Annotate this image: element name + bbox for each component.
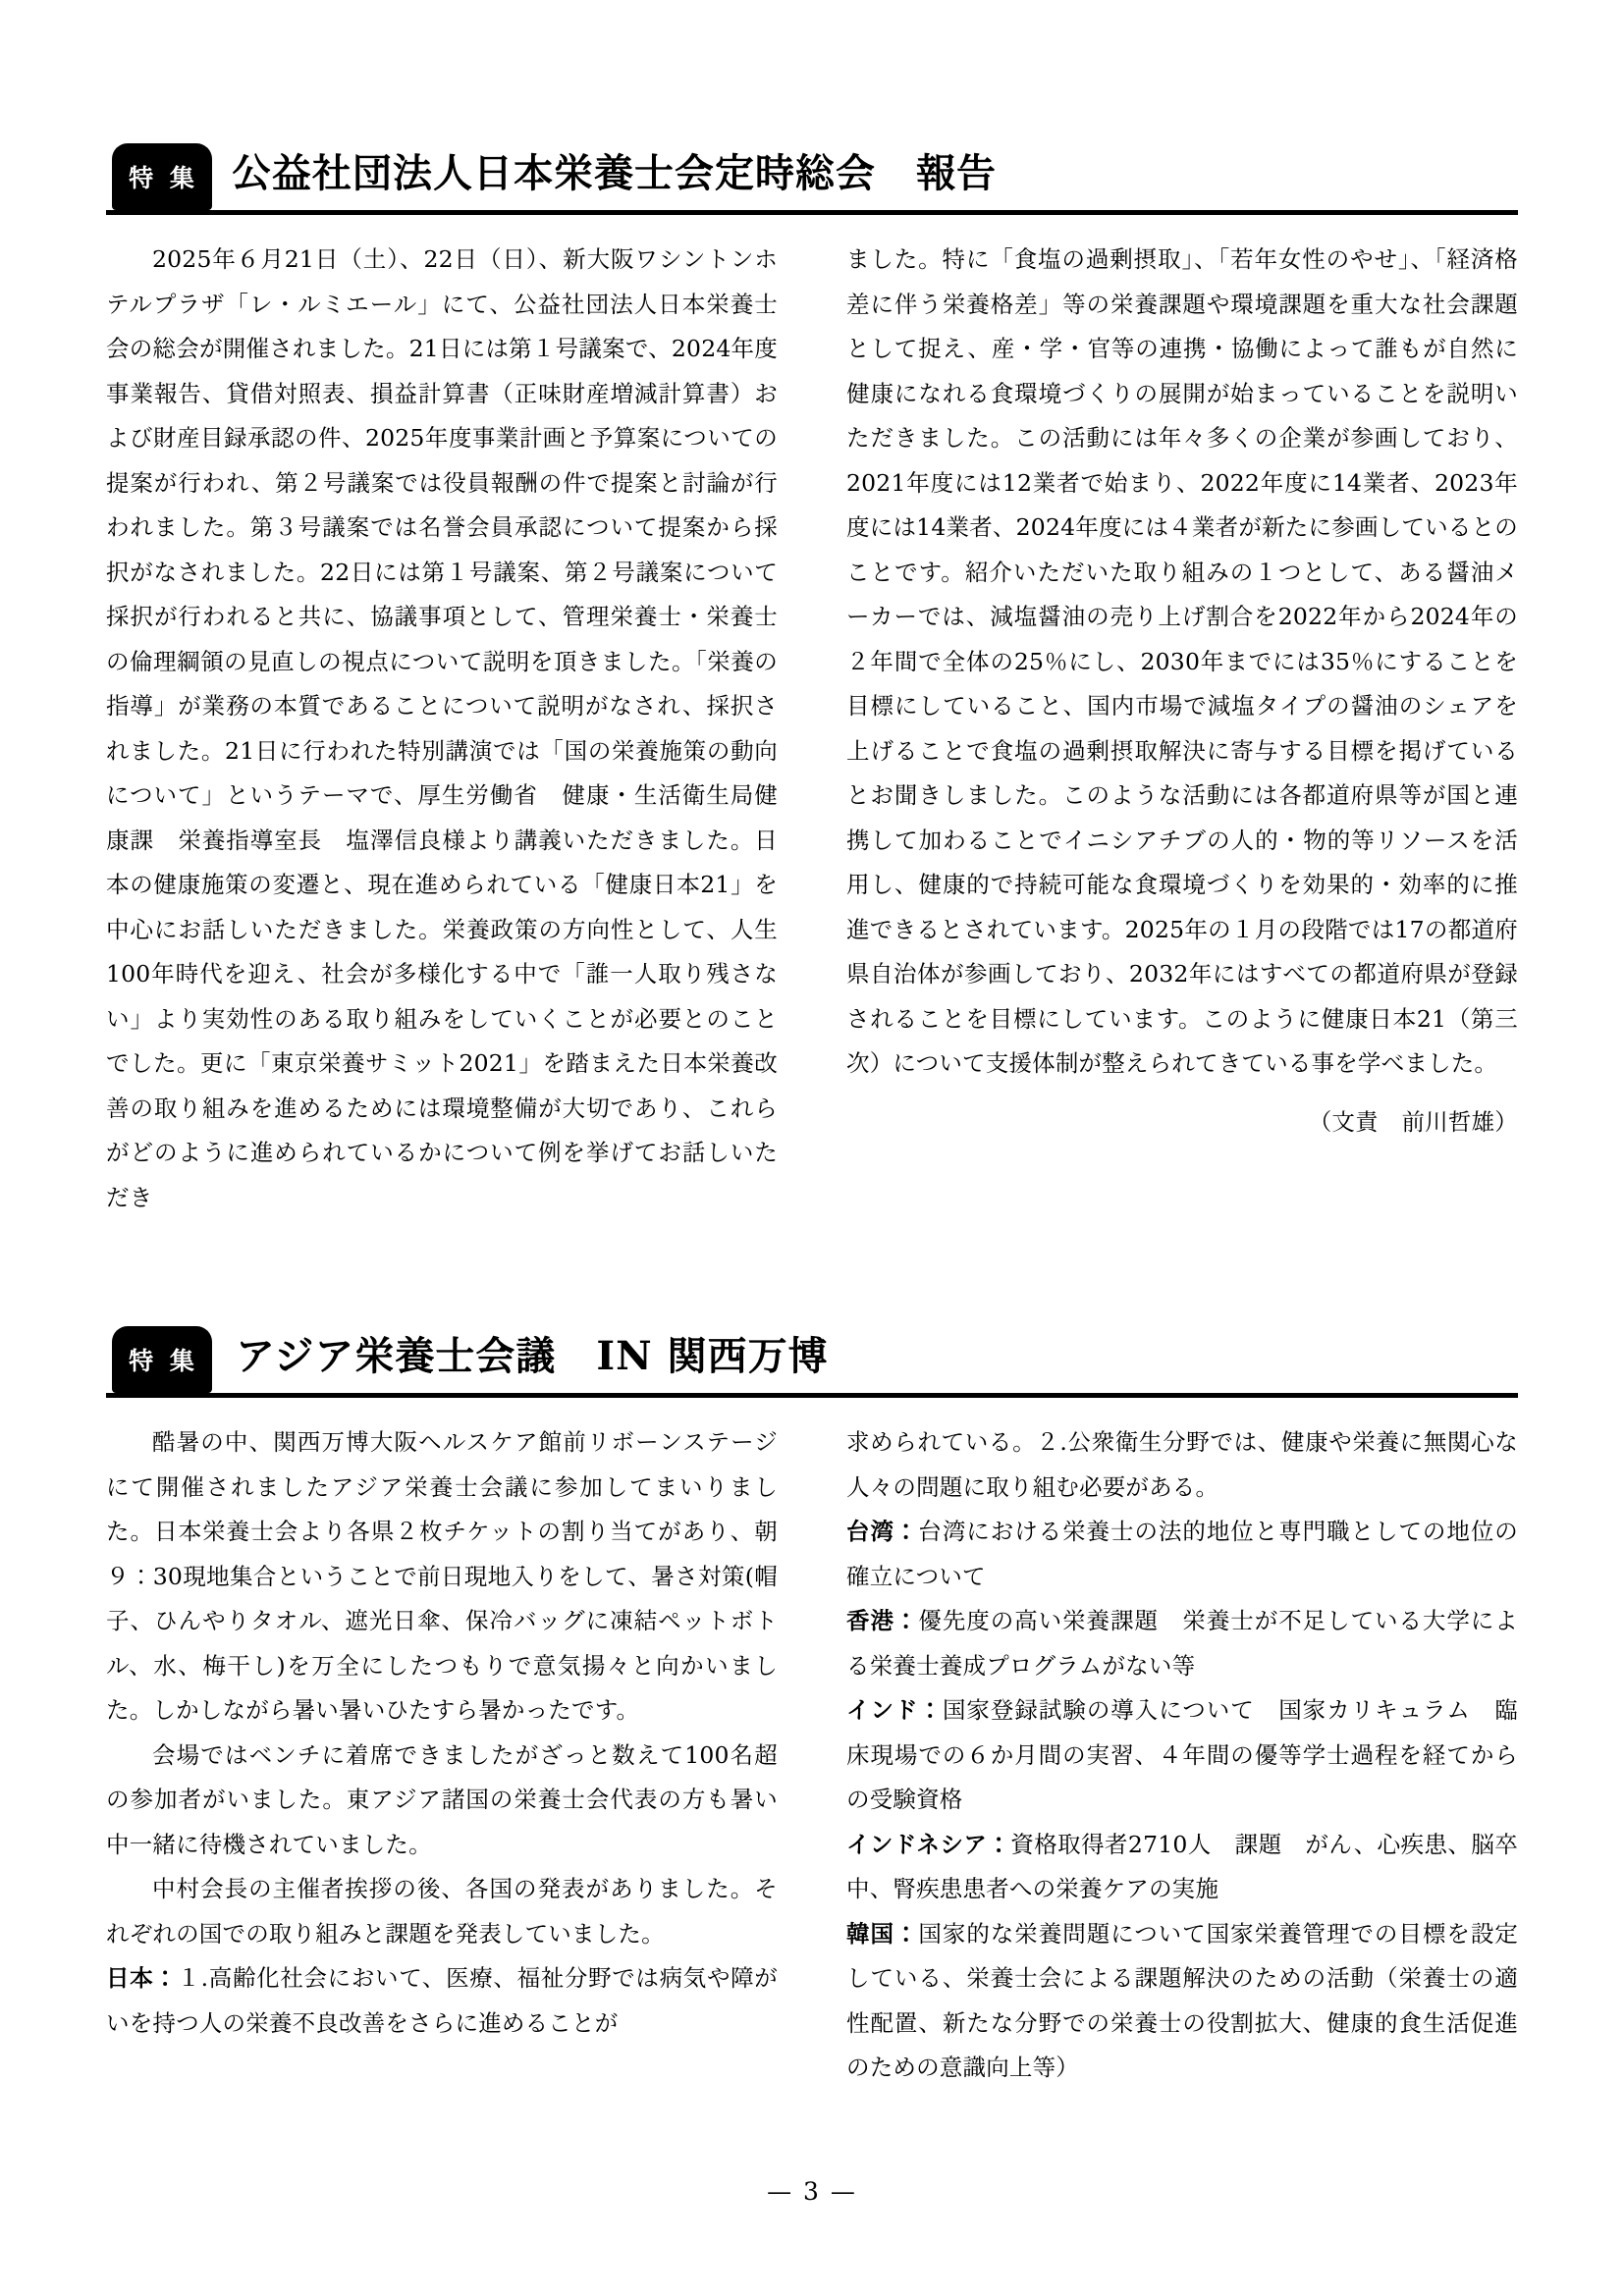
article-2-header	[106, 1320, 1518, 1401]
article-1-columns	[106, 238, 1518, 1220]
article-2-columns	[106, 1420, 1518, 2091]
body-paragraph	[846, 1510, 1518, 1599]
article-tokushu-teiji-soukai	[106, 137, 1518, 1220]
paragraph-text: 国家登録試験の導入について 国家カリキュラム 臨床現場での６か月間の実習、４年間の優等学士過程を経てからの受験資格	[846, 1696, 1518, 1813]
paragraph-text: 中村会長の主催者挨拶の後、各国の発表がありました。それぞれの国での取り組みと課題を発表していました。	[106, 1875, 778, 1948]
article-1-header	[106, 137, 1518, 218]
paragraph-text: 優先度の高い栄養課題 栄養士が不足している大学による栄養士養成プログラムがない等	[846, 1607, 1518, 1680]
header-rule	[106, 210, 1518, 215]
article-1-left-column	[106, 238, 778, 1220]
header-rule	[106, 1393, 1518, 1398]
paragraph-text: 求められている。２.公衆衛生分野では、健康や栄養に無関心な人々の問題に取り組む必要がある。	[846, 1428, 1518, 1501]
article-asia-dietitian-conference	[106, 1320, 1518, 2091]
body-paragraph	[846, 1912, 1518, 2091]
tokushu-badge: 特 集	[112, 143, 212, 210]
article-2-title: アジア栄養士会議 IN 関西万博	[236, 1333, 829, 1379]
paragraph-text: １.高齢化社会において、医療、福祉分野では病気や障がいを持つ人の栄養不良改善をさらに進めることが	[106, 1964, 778, 2037]
article-1-title: 公益社団法人日本栄養士会定時総会 報告	[232, 150, 997, 196]
article-2-left-column	[106, 1420, 778, 2091]
body-paragraph	[106, 1956, 778, 2046]
paragraph-text: 会場ではベンチに着席できましたがざっと数えて100名超の参加者がいました。東アジア諸国の栄養士会代表の方も暑い中一緒に待機されていました。	[106, 1740, 778, 1858]
paragraph-text: 資格取得者2710人 課題 がん、心疾患、脳卒中、腎疾患患者への栄養ケアの実施	[846, 1830, 1518, 1902]
paragraph-lead-label: 香港：	[846, 1607, 919, 1634]
body-paragraph	[846, 1420, 1518, 1510]
paragraph-text: 酷暑の中、関西万博大阪ヘルスケア館前リボーンステージにて開催されましたアジア栄養士会議に参加してまいりました。日本栄養士会より各県２枚チケットの割り当てがあり、朝９：30現地集合ということで前日現地入りをして、暑さ対策(帽子、ひんやりタオル、遮光日傘、保冷バッグに凍結ペットボトル、水、梅干し)を万全にしたつもりで意気揚々と向かいました。しかしながら暑い暑いひたすら暑かったです。	[106, 1428, 778, 1724]
body-paragraph	[846, 1823, 1518, 1912]
body-paragraph: 2025年６月21日（土）、22日（日）、新大阪ワシントンホテルプラザ「レ・ルミエール」にて、公益社団法人日本栄養士会の総会が開催されました。21日には第１号議案で、2024年度事業報告、貸借対照表、損益計算書（正味財産増減計算書）および財産目録承認の件、2025年度事業計画と予算案についての提案が行われ、第２号議案では役員報酬の件で提案と討論が行われました。第３号議案では名誉会員承認について提案から採択がなされました。22日には第１号議案、第２号議案について採択が行われると共に、協議事項として、管理栄養士・栄養士の倫理綱領の見直しの視点について説明を頂きました。「栄養の指導」が業務の本質であることについて説明がなされ、採択されました。21日に行われた特別講演では「国の栄養施策の動向について」というテーマで、厚生労働省 健康・生活衛生局健康課 栄養指導室長 塩澤信良様より講義いただきました。日本の健康施策の変遷と、現在進められている「健康日本21」を中心にお話しいただきました。栄養政策の方向性として、人生100年時代を迎え、社会が多様化する中で「誰一人取り残さない」より実効性のある取り組みをしていくことが必要とのことでした。更に「東京栄養サミット2021」を踏まえた日本栄養改善の取り組みを進めるためには環境整備が大切であり、これらがどのように進められているかについて例を挙げてお話しいただき	[106, 245, 778, 1211]
article-1-signature: （文責 前川哲雄）	[1308, 1107, 1518, 1136]
tokushu-badge: 特 集	[112, 1326, 212, 1393]
body-paragraph	[846, 1688, 1518, 1823]
body-paragraph	[106, 1867, 778, 1956]
article-1-right-column	[846, 238, 1518, 1220]
body-paragraph: ました。特に「食塩の過剰摂取」、「若年女性のやせ」、「経済格差に伴う栄養格差」等の栄養課題や環境課題を重大な社会課題として捉え、産・学・官等の連携・協働によって誰もが自然に健康になれる食環境づくりの展開が始まっていることを説明いただきました。この活動には年々多くの企業が参画しており、2021年度には12業者で始まり、2022年度に14業者、2023年度には14業者、2024年度には４業者が新たに参画しているとのことです。紹介いただいた取り組みの１つとして、ある醤油メーカーでは、減塩醤油の売り上げ割合を2022年から2024年の２年間で全体の25％にし、2030年までには35％にすることを目標にしていること、国内市場で減塩タイプの醤油のシェアを上げることで食塩の過剰摂取解決に寄与する目標を掲げているとお聞きしました。このような活動には各都道府県等が国と連携して加わることでイニシアチブの人的・物的等リソースを活用し、健康的で持続可能な食環境づくりを効果的・効率的に推進できるとされています。2025年の１月の段階では17の都道府県自治体が参画しており、2032年にはすべての都道府県が登録されることを目標にしています。このように健康日本21（第三次）について支援体制が整えられてきている事を学べました。	[846, 245, 1518, 1077]
paragraph-text: 国家的な栄養問題について国家栄養管理での目標を設定している、栄養士会による課題解決のための活動（栄養士の適性配置、新たな分野での栄養士の役割拡大、健康的食生活促進のための意識向上等）	[846, 1919, 1518, 2081]
body-paragraph	[106, 1420, 778, 1734]
paragraph-lead-label: インド：	[846, 1696, 943, 1724]
paragraph-lead-label: 台湾：	[846, 1518, 919, 1545]
paragraph-text: 台湾における栄養士の法的地位と専門職としての地位の確立について	[846, 1518, 1518, 1590]
paragraph-lead-label: 韓国：	[846, 1919, 919, 1948]
body-paragraph	[106, 1734, 778, 1868]
page-number: — 3 —	[767, 2177, 857, 2206]
article-2-right-column	[846, 1420, 1518, 2091]
body-paragraph	[846, 1599, 1518, 1688]
paragraph-lead-label: インドネシア：	[846, 1830, 1011, 1858]
paragraph-lead-label: 日本：	[106, 1964, 178, 1992]
